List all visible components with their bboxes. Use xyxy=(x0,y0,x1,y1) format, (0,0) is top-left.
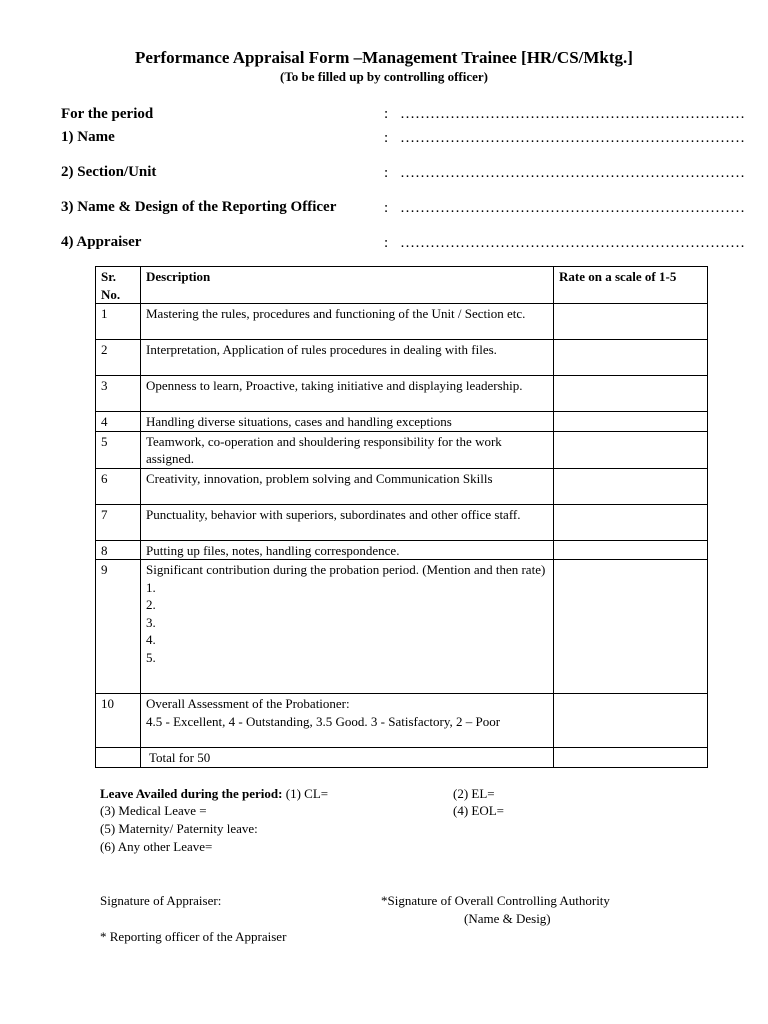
row-number: 6 xyxy=(96,468,141,504)
row-number: 4 xyxy=(96,412,141,432)
row-number xyxy=(96,748,141,768)
field-label-reporting-officer: 3) Name & Design of the Reporting Officer xyxy=(61,199,337,215)
leave-other: (6) Any other Leave= xyxy=(100,839,213,854)
field-colon: : xyxy=(384,235,389,251)
row-description: Handling diverse situations, cases and handling exceptions xyxy=(141,412,554,432)
table-row xyxy=(96,560,708,694)
leave-line-1 xyxy=(100,786,328,802)
row-rating-cell[interactable] xyxy=(554,412,708,432)
leave-el: (2) EL= xyxy=(453,786,495,801)
leave-eol: (4) EOL= xyxy=(453,803,505,818)
row-rating-cell[interactable] xyxy=(554,540,708,560)
contribution-item: 5. xyxy=(146,649,156,665)
appraisal-table xyxy=(95,266,708,768)
leave-maternity: (5) Maternity/ Paternity leave: xyxy=(100,821,258,836)
row-description xyxy=(141,694,554,748)
row-description-text: Significant contribution during the probation period. (Mention and then rate) xyxy=(146,562,546,577)
table-row xyxy=(96,468,708,504)
field-appraiser-blank[interactable]: …………………………………………………………… xyxy=(400,235,745,251)
table-row xyxy=(96,376,708,412)
table-row xyxy=(96,304,708,340)
form-subtitle: (To be filled up by controlling officer) xyxy=(280,69,488,84)
row-number: 7 xyxy=(96,504,141,540)
table-row xyxy=(96,504,708,540)
signature-authority-label: *Signature of Overall Controlling Authority xyxy=(381,893,610,908)
contribution-item: 3. xyxy=(146,614,156,630)
row-description: Interpretation, Application of rules procedures in dealing with files. xyxy=(141,340,554,376)
contribution-item: 2. xyxy=(146,597,156,612)
table-row xyxy=(96,340,708,376)
row-rating-cell[interactable] xyxy=(554,504,708,540)
table-total-row xyxy=(96,748,708,768)
leave-heading: Leave Availed during the period: xyxy=(100,786,283,801)
table-header-row xyxy=(96,267,708,304)
table-row xyxy=(96,412,708,432)
row-rating-cell[interactable] xyxy=(554,560,708,694)
row-rating-cell[interactable] xyxy=(554,340,708,376)
row-description xyxy=(141,560,554,694)
field-colon: : xyxy=(384,200,389,216)
row-rating-cell[interactable] xyxy=(554,694,708,748)
rating-scale-text: 4.5 - Excellent, 4 - Outstanding, 3.5 Good. 3 - Satisfactory, 2 – Poor xyxy=(146,713,501,729)
row-number: 9 xyxy=(96,560,141,694)
row-number: 10 xyxy=(96,694,141,748)
table-row xyxy=(96,694,708,748)
header-sr-no: Sr. No. xyxy=(96,267,141,304)
row-number: 3 xyxy=(96,376,141,412)
field-label-section: 2) Section/Unit xyxy=(61,164,157,180)
row-number: 1 xyxy=(96,304,141,340)
row-description: Openness to learn, Proactive, taking initiative and displaying leadership. xyxy=(141,376,554,412)
row-number: 8 xyxy=(96,540,141,560)
leave-cl: (1) CL= xyxy=(285,786,329,801)
row-rating-cell[interactable] xyxy=(554,304,708,340)
total-rating-cell[interactable] xyxy=(554,748,708,768)
row-rating-cell[interactable] xyxy=(554,468,708,504)
field-period-blank[interactable]: …………………………………………………………… xyxy=(400,106,745,122)
footnote: * Reporting officer of the Appraiser xyxy=(100,929,287,944)
table-row xyxy=(96,540,708,560)
leave-medical: (3) Medical Leave = xyxy=(100,803,207,818)
header-rate: Rate on a scale of 1-5 xyxy=(554,267,708,304)
row-description-text: Overall Assessment of the Probationer: xyxy=(146,696,350,711)
signature-appraiser-label: Signature of Appraiser: xyxy=(100,893,222,908)
row-description: Punctuality, behavior with superiors, subordinates and other office staff. xyxy=(141,504,554,540)
row-description: Putting up files, notes, handling correspondence. xyxy=(141,540,554,560)
row-number: 5 xyxy=(96,431,141,468)
field-colon: : xyxy=(384,106,389,122)
row-description: Teamwork, co-operation and shouldering responsibility for the work assigned. xyxy=(141,431,554,468)
table-row xyxy=(96,431,708,468)
field-colon: : xyxy=(384,130,389,146)
field-name-blank[interactable]: …………………………………………………………… xyxy=(400,130,745,146)
form-title: Performance Appraisal Form –Management Trainee [HR/CS/Mktg.] xyxy=(135,48,633,67)
field-section-blank[interactable]: …………………………………………………………… xyxy=(400,165,745,181)
row-description: Creativity, innovation, problem solving and Communication Skills xyxy=(141,468,554,504)
field-label-appraiser: 4) Appraiser xyxy=(61,234,142,250)
header-description: Description xyxy=(141,267,554,304)
signature-authority-sub: (Name & Desig) xyxy=(464,911,551,926)
field-label-name: 1) Name xyxy=(61,129,115,145)
row-description: Mastering the rules, procedures and functioning of the Unit / Section etc. xyxy=(141,304,554,340)
row-number: 2 xyxy=(96,340,141,376)
field-colon: : xyxy=(384,165,389,181)
row-rating-cell[interactable] xyxy=(554,376,708,412)
contribution-item: 4. xyxy=(146,632,156,647)
contribution-item: 1. xyxy=(146,579,156,595)
field-label-period: For the period xyxy=(61,106,154,122)
total-label: Total for 50 xyxy=(141,748,554,768)
field-reporting-officer-blank[interactable]: …………………………………………………………… xyxy=(400,200,745,216)
row-rating-cell[interactable] xyxy=(554,431,708,468)
